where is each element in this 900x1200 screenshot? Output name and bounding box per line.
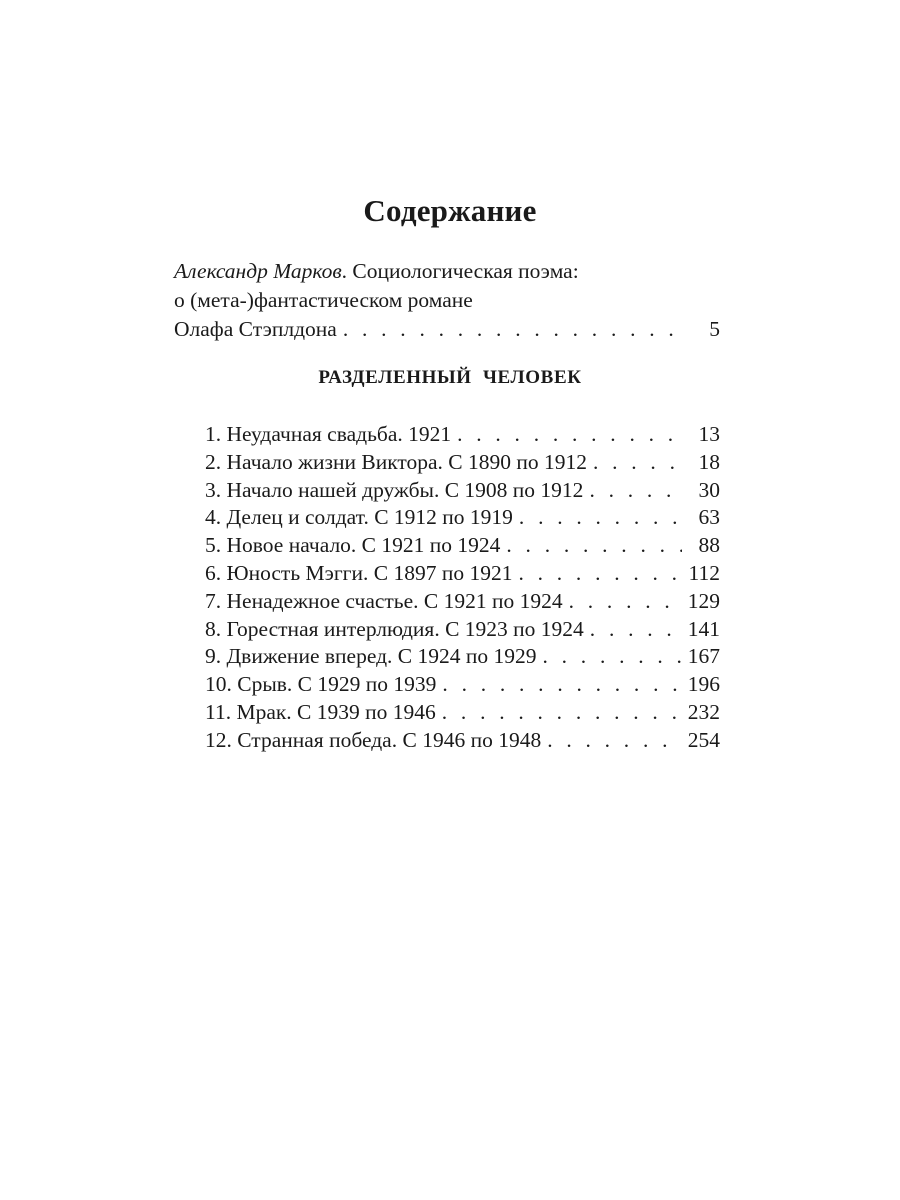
dot-leader (590, 616, 682, 644)
chapter-list (205, 421, 720, 755)
dot-leader (543, 643, 683, 671)
dot-leader (593, 449, 682, 477)
chapter-title: 7. Ненадежное счастье. С 1921 по 1924 (205, 588, 563, 613)
dot-leader (457, 421, 682, 449)
chapter-entry[interactable] (205, 671, 720, 699)
chapter-page-number: 30 (698, 477, 720, 502)
chapter-title: 8. Горестная интерлюдия. С 1923 по 1924 (205, 616, 584, 641)
chapter-title: 11. Мрак. С 1939 по 1946 (205, 699, 436, 724)
chapter-title: 3. Начало нашей дружбы. С 1908 по 1912 (205, 477, 584, 502)
chapter-title: 2. Начало жизни Виктора. С 1890 по 1912 (205, 449, 587, 474)
chapter-title: 1. Неудачная свадьба. 1921 (205, 422, 452, 446)
preface-entry[interactable] (174, 257, 720, 344)
preface-title-part3: Олафа Стэплдона (174, 317, 337, 341)
chapter-title: 5. Новое начало. С 1921 по 1924 (205, 533, 501, 558)
chapter-entry[interactable] (205, 560, 720, 588)
chapter-entry[interactable] (205, 588, 720, 616)
chapter-title: 10. Срыв. С 1929 по 1939 (205, 672, 437, 697)
preface-line-1 (174, 257, 720, 286)
chapter-page-number: 232 (687, 699, 720, 724)
dot-leader (442, 699, 682, 727)
chapter-page-number: 129 (687, 588, 720, 613)
chapter-page-number: 196 (687, 672, 720, 697)
chapter-page-number: 254 (687, 727, 720, 752)
dot-leader (506, 532, 682, 560)
chapter-page-number: 88 (698, 533, 720, 558)
chapter-title: 9. Движение вперед. С 1924 по 1929 (205, 644, 537, 669)
chapter-page-number: 167 (687, 644, 720, 669)
page-title: Содержание (363, 193, 537, 228)
chapter-entry[interactable] (205, 727, 720, 755)
chapter-entry[interactable] (205, 699, 720, 727)
chapter-page-number: 63 (698, 505, 720, 530)
chapter-title: 6. Юность Мэгги. С 1897 по 1921 (205, 560, 513, 585)
section-heading: РАЗДЕЛЕННЫЙ ЧЕЛОВЕК (318, 367, 582, 388)
chapter-entry[interactable] (205, 532, 720, 560)
chapter-page-number: 18 (698, 449, 720, 474)
dot-leader (518, 560, 682, 588)
preface-author: Александр Марков (174, 259, 342, 283)
chapter-entry[interactable] (205, 643, 720, 671)
dot-leader (589, 477, 682, 505)
preface-page-number: 5 (709, 317, 720, 341)
dot-leader (442, 671, 682, 699)
dot-leader (343, 315, 682, 344)
chapter-page-number: 141 (687, 616, 720, 641)
chapter-entry[interactable] (205, 477, 720, 505)
chapter-page-number: 112 (688, 560, 720, 585)
chapter-title: 4. Делец и солдат. С 1912 по 1919 (205, 505, 513, 530)
preface-line-3 (174, 315, 720, 344)
chapter-entry[interactable] (205, 421, 720, 449)
preface-title-part2: о (мета-)фантастическом романе (174, 288, 473, 312)
chapter-page-number: 13 (698, 422, 720, 446)
dot-leader (569, 588, 682, 616)
preface-title-part1: . Социологическая поэма: (341, 259, 579, 283)
chapter-entry[interactable] (205, 616, 720, 644)
chapter-entry[interactable] (205, 449, 720, 477)
dot-leader (519, 504, 682, 532)
dot-leader (547, 727, 682, 755)
chapter-title: 12. Странная победа. С 1946 по 1948 (205, 727, 542, 752)
chapter-entry[interactable] (205, 504, 720, 532)
